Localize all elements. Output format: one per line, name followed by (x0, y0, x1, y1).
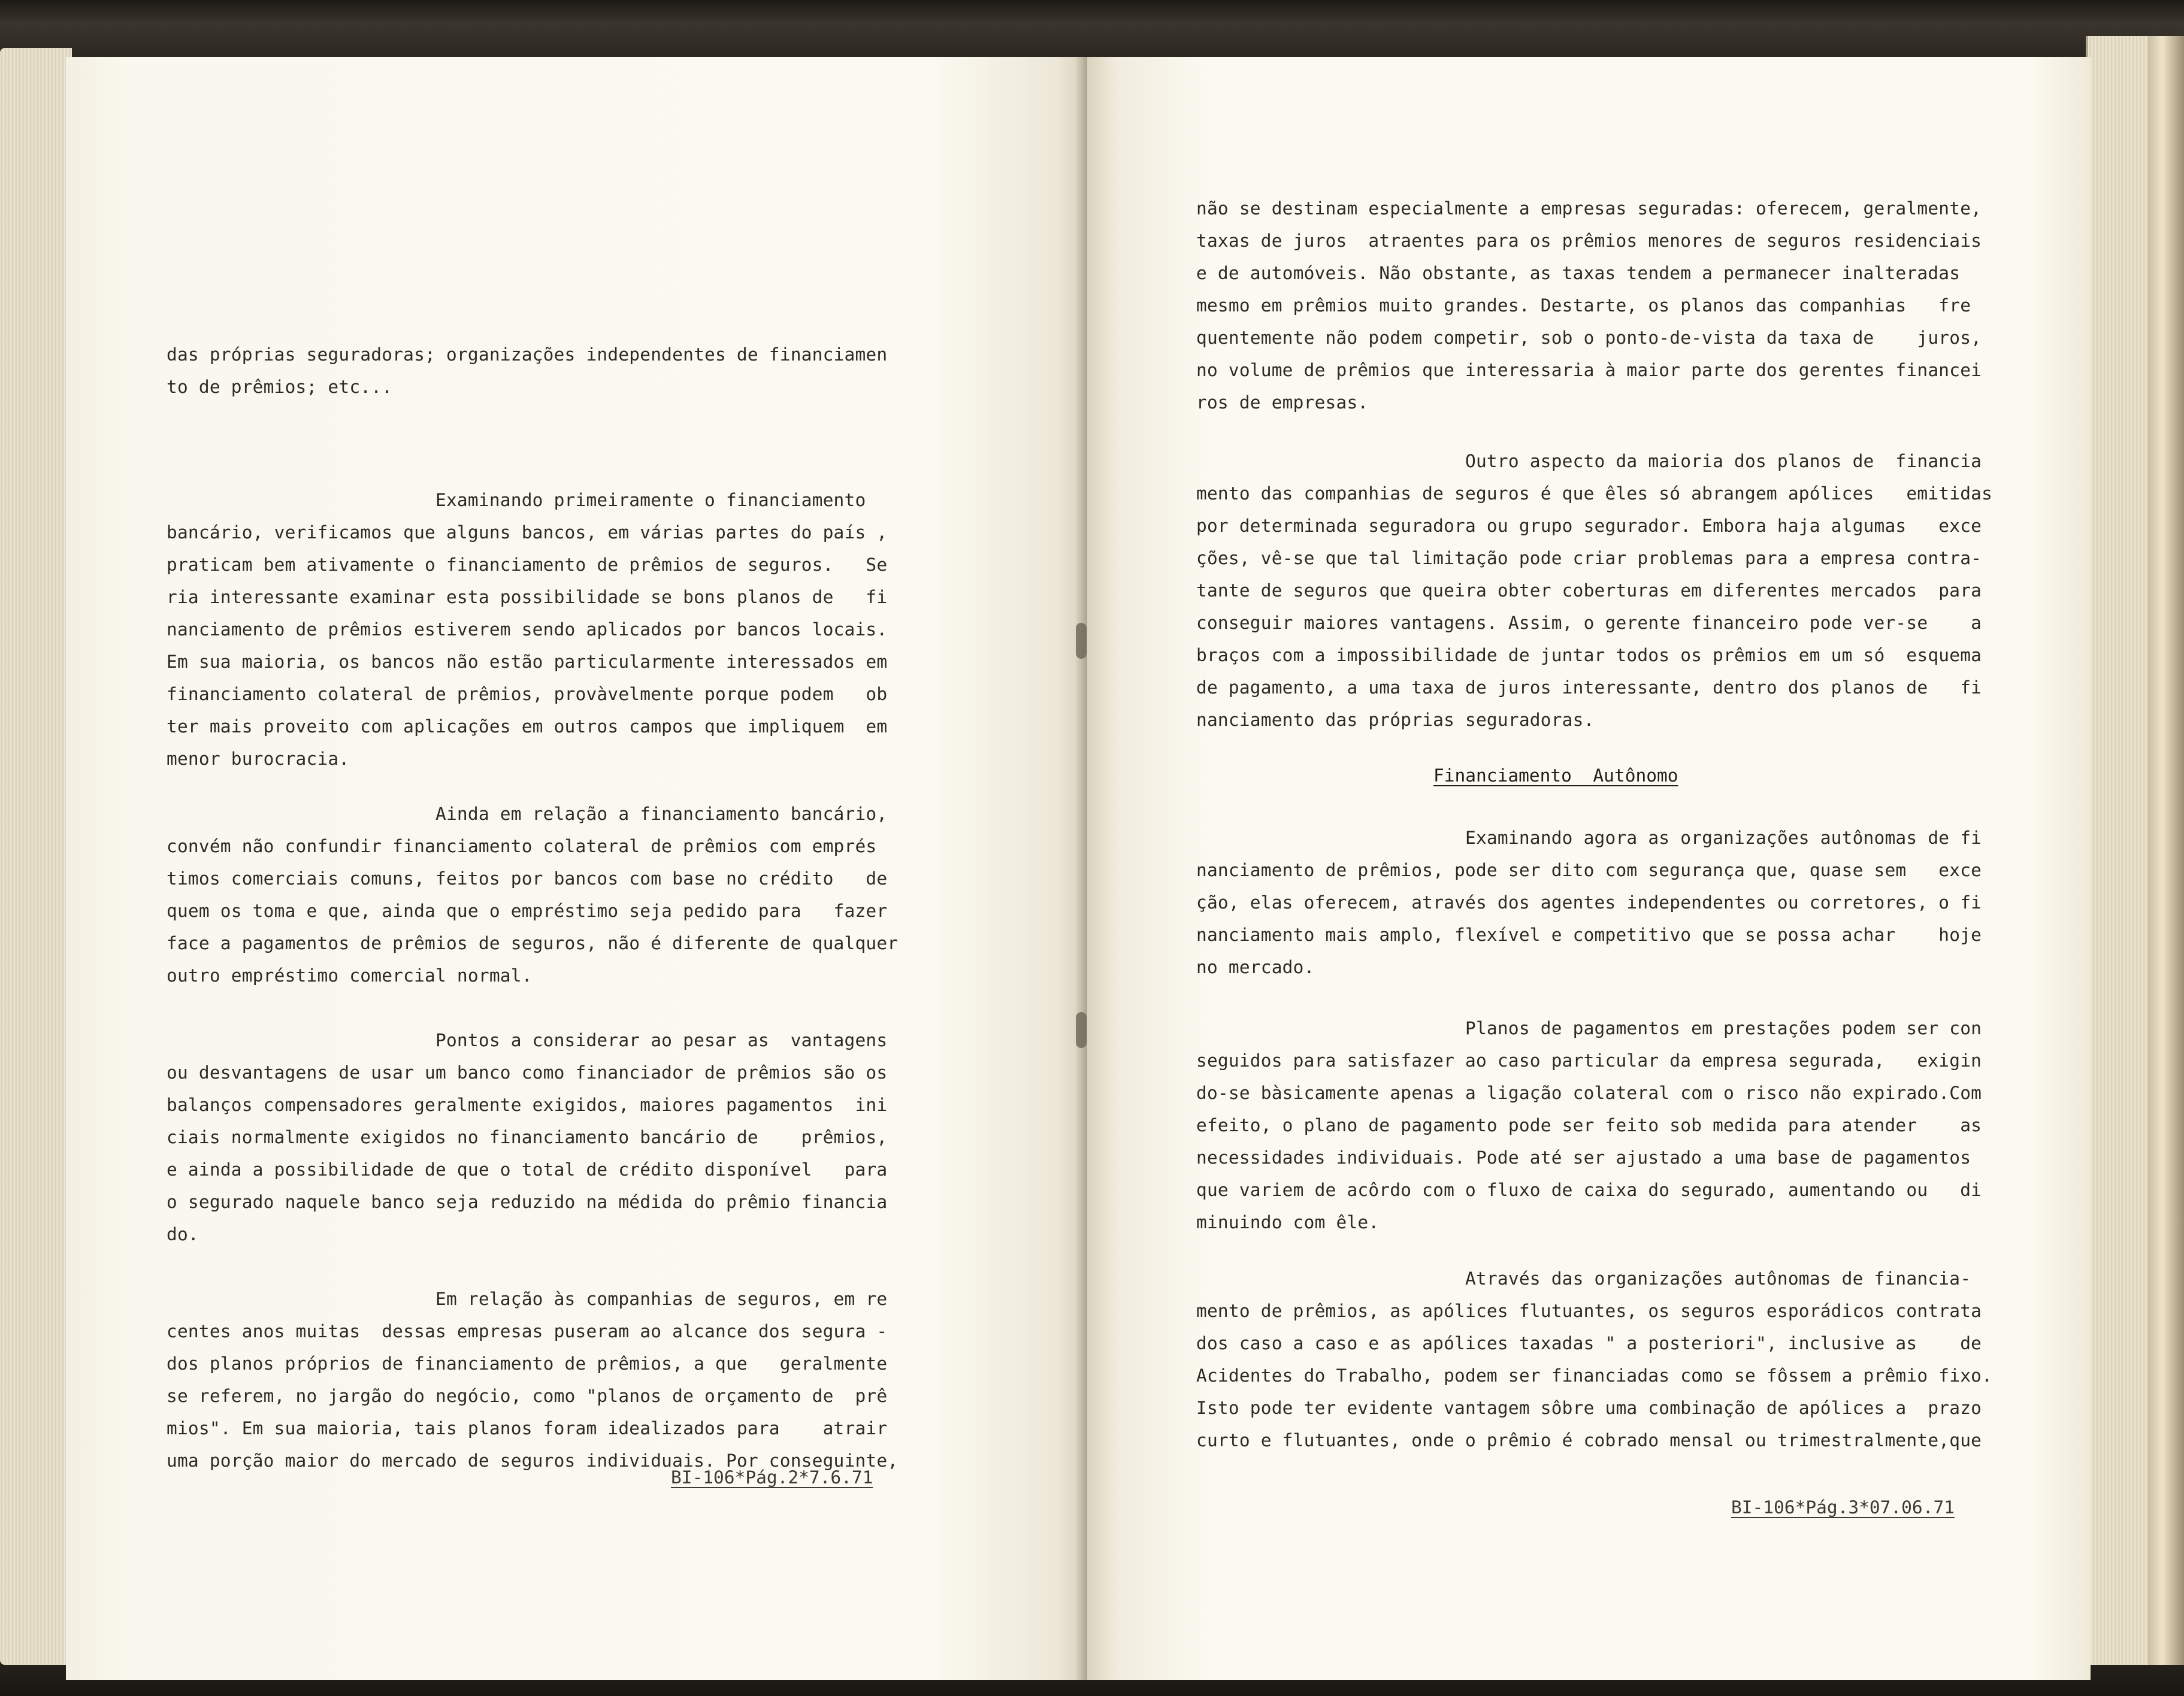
left-paragraph-1: das próprias seguradoras; organizações independentes de financiamen to de prêmios; etc... (167, 344, 888, 397)
right-paragraph-1: não se destinam especialmente a empresas seguradas: oferecem, geralmente, taxas de juros atraentes para os prêmios menores de seguros residenciais e de automóveis. Não obstante, as taxas tendem a permanecer inalteradas mesmo em prêmios muito grandes. Destarte, os planos das companhias fre quentemente não podem competir, sob o ponto-de-vista da taxa de juros, no volume de prêmios que interessaria à maior parte dos gerentes financei ros de empresas. (1196, 198, 1982, 413)
right-page-footer: BI-106*Pág.3*07.06.71 (1731, 1497, 1955, 1518)
right-paragraph-5: Através das organizações autônomas de financia- mento de prêmios, as apólices flutuantes, os seguros esporádicos contrata dos caso a caso e as apólices taxadas " a posteriori", inclusive as de Acidentes do Trabalho, podem ser financiadas como se fôssem a prêmio fixo. Isto pode ter evidente vantagem sôbre uma combinação de apólices a prazo curto e flutuantes, onde o prêmio é cobrado mensal ou trimestralmente,que (1196, 1268, 1993, 1450)
right-paragraph-2: Outro aspecto da maioria dos planos de financia mento das companhias de seguros é que êles só abrangem apólices emitidas por determinada seguradora ou grupo segurador. Embora haja algumas exce ções, vê-se que tal limitação pode criar problemas para a empresa contra- tante de seguros que queira obter coberturas em diferentes mercados para conseguir maiores vantagens. Assim, o gerente financeiro pode ver-se a braços com a impossibilidade de juntar todos os prêmios em um só esquema de pagamento, a uma taxa de juros interessante, dentro dos planos de fi nanciamento das próprias seguradoras. (1196, 451, 1993, 730)
right-page (1087, 57, 2091, 1680)
left-paragraph-5: Em relação às companhias de seguros, em re centes anos muitas dessas empresas puseram ao alcance dos segura - dos planos próprios de financiamento de prêmios, a que geralmente se referem, no jargão do negócio, como "planos de orçamento de prê mios". Em sua maioria, tais planos foram idealizados para atrair uma porção maior do mercado de seguros individuais. Por conseguinte, (167, 1289, 899, 1471)
left-paragraph-3: Ainda em relação a financiamento bancário, convém não confundir financiamento colateral de prêmios com emprés timos comerciais comuns, feitos por bancos com base no crédito de quem os toma e que, ainda que o empréstimo seja pedido para fazer face a pagamentos de prêmios de seguros, não é diferente de qualquer outro empréstimo comercial normal. (167, 804, 899, 986)
left-page-edges (0, 48, 72, 1665)
right-paragraph-4: Planos de pagamentos em prestações podem ser con seguidos para satisfazer ao caso particular da empresa segurada, exigin do-se bàsicamente apenas a ligação colateral com o risco não expirado.Com efeito, o plano de pagamento pode ser feito sob medida para atender as necessidades individuais. Pode até ser ajustado a uma base de pagamentos que variem de acôrdo com o fluxo de caixa do segurado, aumentando ou di minuindo com êle. (1196, 1018, 1982, 1232)
binding-staple-bottom (1076, 1012, 1087, 1048)
binding-staple-top (1076, 623, 1087, 659)
left-page-footer: BI-106*Pág.2*7.6.71 (671, 1467, 873, 1488)
left-page (66, 57, 1087, 1680)
left-paragraph-2: Examinando primeiramente o financiamento bancário, verificamos que alguns bancos, em várias partes do país , praticam bem ativamente o financiamento de prêmios de seguros. Se ria interessante examinar esta possibilidade se bons planos de fi nanciamento de prêmios estiverem sendo aplicados por bancos locais. Em sua maioria, os bancos não estão particularmente interessados em financiamento colateral de prêmios, provàvelmente porque podem ob ter mais proveito com aplicações em outros campos que impliquem em menor burocracia. (167, 490, 888, 769)
left-paragraph-4: Pontos a considerar ao pesar as vantagens ou desvantagens de usar um banco como financiador de prêmios são os balanços compensadores geralmente exigidos, maiores pagamentos ini ciais normalmente exigidos no financiamento bancário de prêmios, e ainda a possibilidade de que o total de crédito disponível para o segurado naquele banco seja reduzido na médida do prêmio financia do. (167, 1030, 888, 1244)
right-paragraph-3: Examinando agora as organizações autônomas de fi nanciamento de prêmios, pode ser dito com segurança que, quase sem exce ção, elas oferecem, através dos agentes independentes ou corretores, o fi nanciamento mais amplo, flexível e competitivo que se possa achar hoje no mercado. (1196, 828, 1982, 977)
right-page-edges (2086, 36, 2184, 1665)
section-title: Financiamento Autônomo (1433, 765, 1678, 786)
